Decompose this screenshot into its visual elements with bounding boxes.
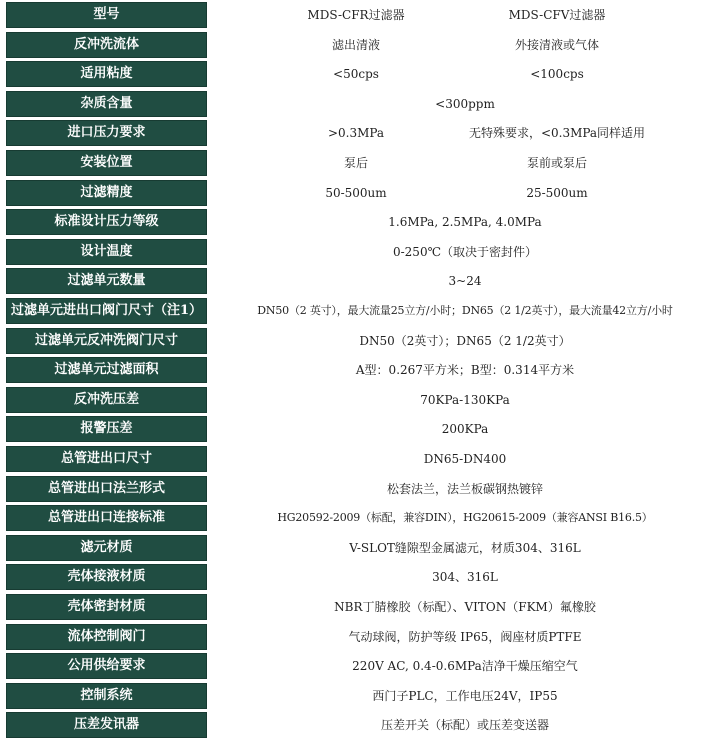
spec-row: [0, 357, 722, 383]
spec-row: [0, 268, 722, 294]
spec-row: [0, 653, 722, 679]
spec-row: [0, 712, 722, 738]
spec-row: [0, 150, 722, 176]
spec-label: 流体控制阀门: [6, 624, 207, 650]
spec-row: [0, 32, 722, 58]
spec-value-cfr: <50cps: [333, 67, 379, 81]
spec-label: 过滤单元过滤面积: [6, 357, 207, 383]
spec-label: 报警压差: [6, 416, 207, 442]
spec-value: 1.6MPa, 2.5MPa, 4.0MPa: [388, 215, 542, 229]
spec-label: 控制系统: [6, 683, 207, 709]
spec-label: 压差发讯器: [6, 712, 207, 738]
spec-label: 滤元材质: [6, 535, 207, 561]
spec-value: 气动球阀，防护等级 IP65，阀座材质PTFE: [348, 630, 582, 644]
spec-label: 型号: [6, 2, 207, 28]
spec-label: 标准设计压力等级: [6, 209, 207, 235]
spec-label: 总管进出口尺寸: [6, 446, 207, 472]
spec-label: 反冲洗压差: [6, 387, 207, 413]
spec-row: [0, 594, 722, 620]
spec-value-cfr: MDS-CFR过滤器: [307, 8, 405, 22]
spec-label: 反冲洗流体: [6, 32, 207, 58]
spec-value: 220V AC, 0.4-0.6MPa洁净干燥压缩空气: [352, 659, 578, 673]
spec-value-cfr: >0.3MPa: [327, 126, 385, 140]
spec-row: [0, 535, 722, 561]
spec-row: [0, 2, 722, 28]
spec-value: NBR丁腈橡胶（标配）、VITON（FKM）氟橡胶: [334, 600, 596, 614]
spec-row: [0, 120, 722, 146]
spec-label: 过滤精度: [6, 180, 207, 206]
spec-value: 200KPa: [441, 422, 489, 436]
spec-label: 进口压力要求: [6, 120, 207, 146]
spec-value: DN65-DN400: [423, 452, 507, 466]
spec-label: 公用供给要求: [6, 653, 207, 679]
spec-label: 总管进出口连接标准: [6, 505, 207, 531]
spec-value-cfv: 无特殊要求，<0.3MPa同样适用: [468, 126, 646, 140]
spec-row: [0, 298, 722, 324]
spec-value: 压差开关（标配）或压差变送器: [380, 718, 549, 732]
spec-value-cfr: 滤出清液: [331, 38, 380, 52]
spec-row: [0, 683, 722, 709]
spec-label: 适用粘度: [6, 61, 207, 87]
spec-label: 设计温度: [6, 239, 207, 265]
spec-row: [0, 209, 722, 235]
spec-value-cfv: MDS-CFV过滤器: [508, 8, 606, 22]
spec-value: HG20592-2009（标配，兼容DIN），HG20615-2009（兼容ANSI B16.5）: [277, 511, 653, 524]
spec-row: [0, 387, 722, 413]
spec-value: 松套法兰，法兰板碳钢热镀锌: [386, 482, 543, 496]
spec-label: 安装位置: [6, 150, 207, 176]
spec-row: [0, 91, 722, 117]
spec-value: V-SLOT缝隙型金属滤元，材质304、316L: [349, 541, 581, 555]
spec-value: 304、316L: [432, 570, 498, 584]
spec-value: DN50（2 英寸），最大流量25立方/小时；DN65（2 1/2英寸），最大流量42立方/小时: [257, 304, 673, 317]
spec-row: [0, 505, 722, 531]
spec-value-cfv: 外接清液或气体: [514, 38, 599, 52]
spec-value: 西门子PLC，工作电压24V，IP55: [372, 689, 558, 703]
spec-value-cfv: 泵前或泵后: [526, 156, 587, 170]
spec-value: A型：0.267平方米；B型：0.314平方米: [355, 363, 575, 377]
spec-value: 70KPa-130KPa: [420, 393, 510, 407]
spec-value-cfv: <100cps: [530, 67, 584, 81]
spec-label: 过滤单元进出口阀门尺寸（注1）: [6, 298, 207, 324]
spec-value-cfr: 50-500um: [325, 186, 387, 200]
spec-row: [0, 61, 722, 87]
spec-row: [0, 328, 722, 354]
spec-value-cfv: 25-500um: [526, 186, 588, 200]
spec-label: 壳体密封材质: [6, 594, 207, 620]
spec-label: 壳体接液材质: [6, 564, 207, 590]
spec-label: 过滤单元数量: [6, 268, 207, 294]
spec-value: 0-250℃（取决于密封件）: [392, 245, 538, 259]
spec-row: [0, 564, 722, 590]
spec-value: <300ppm: [435, 97, 495, 111]
spec-row: [0, 239, 722, 265]
spec-label: 过滤单元反冲洗阀门尺寸: [6, 328, 207, 354]
spec-row: [0, 416, 722, 442]
spec-value: DN50（2英寸）；DN65（2 1/2英寸）: [359, 334, 571, 348]
spec-row: [0, 624, 722, 650]
spec-row: [0, 180, 722, 206]
spec-label: 总管进出口法兰形式: [6, 476, 207, 502]
spec-value-cfr: 泵后: [343, 156, 368, 170]
spec-row: [0, 476, 722, 502]
spec-label: 杂质含量: [6, 91, 207, 117]
spec-value: 3~24: [448, 274, 482, 288]
spec-row: [0, 446, 722, 472]
